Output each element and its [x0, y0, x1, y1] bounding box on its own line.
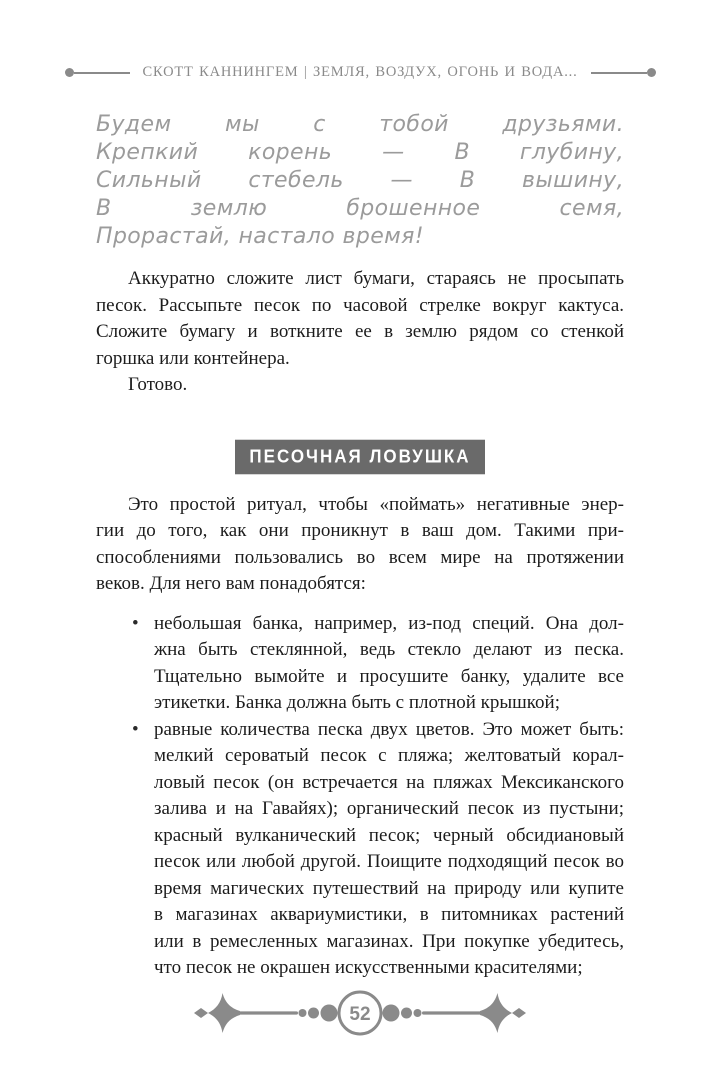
supplies-list — [96, 611, 624, 982]
text-line: в магазинах аквариумистики, в питомниках растений — [154, 904, 624, 925]
text-line: гии до того, как они проникнут в ваш дом. Такими при- — [96, 520, 624, 541]
running-header — [76, 0, 644, 81]
text-line: красный вулканический песок; черный обсидиановый — [154, 824, 624, 846]
text-line: мелкий сероватый песок с пляжа; желтоватый корал- — [154, 745, 624, 766]
text-line: Аккуратно сложите лист бумаги, стараясь не просыпать — [128, 268, 624, 289]
text-line: залива и на Гавайях); органический песок из пустыни; — [154, 798, 624, 819]
list-item-text — [154, 717, 624, 982]
text-line: небольшая банка, например, из-под специй. Она дол- — [154, 612, 624, 634]
text-line: веков. Для него вам понадобятся: — [96, 573, 366, 594]
paragraph-instructions — [96, 266, 624, 372]
text-line: Тщательно вымойте и просушите банку, удалите все — [154, 665, 624, 687]
text-line: Будем мы с тобой друзьями. — [96, 112, 624, 137]
text-line: равные количества песка двух цветов. Это может быть: — [154, 718, 624, 740]
footer-ornament — [110, 987, 610, 1039]
paragraph-ritual-intro — [96, 492, 624, 598]
section-heading-label: ПЕСОЧНАЯ ЛОВУШКА — [249, 445, 471, 467]
body-text — [96, 266, 624, 982]
text-line: что песок не окрашен искусственными красителями; — [154, 957, 583, 978]
text-line: способлениями пользовались во всем мире на протяжении — [96, 546, 624, 568]
text-line: ловый песок (он встречается на пляжах Мексиканского — [154, 771, 624, 793]
text-line: Это простой ритуал, чтобы «поймать» негативные энер- — [128, 493, 624, 515]
ritual-verse — [96, 111, 624, 251]
footer-right-flourish — [383, 993, 527, 1033]
text-line: или в ремесленных магазинах. При покупке убедитесь, — [154, 930, 624, 952]
text-line: Сложите бумагу и воткните ее в землю рядом со стенкой — [96, 321, 624, 342]
bullet-icon: • — [132, 718, 139, 740]
text-line: Прорастай, настало время! — [96, 224, 424, 249]
footer-left-flourish — [194, 993, 338, 1033]
text-line: В землю брошенное семя, — [96, 196, 624, 221]
text-line: Сильный стебель — В вышину, — [96, 168, 624, 193]
text-line: горшка или контейнера. — [96, 347, 290, 369]
header-rule-right — [591, 72, 647, 74]
section-heading-banner — [235, 439, 484, 474]
text-line: время магических путешествий на природу или купите — [154, 877, 624, 899]
header-dot-left-icon — [65, 68, 74, 77]
section-heading-wrap — [96, 441, 624, 473]
list-item — [96, 717, 624, 982]
bullet-icon: • — [132, 612, 139, 634]
list-item-text — [154, 611, 624, 717]
paragraph-done: Готово. — [128, 374, 188, 395]
header-rule-left — [74, 72, 130, 74]
text-line: этикетки. Банка должна быть с плотной крышкой; — [154, 692, 560, 713]
text-line: жна быть стеклянной, ведь стекло делают из песка. — [154, 639, 624, 660]
text-line: Крепкий корень — В глубину, — [96, 140, 624, 165]
header-dot-right-icon — [647, 68, 656, 77]
text-line: песок. Рассыпьте песок по часовой стрелке вокруг кактуса. — [96, 294, 624, 316]
page-number: 52 — [349, 1003, 371, 1025]
page-footer — [96, 987, 624, 1044]
text-line: песок или любой другой. Поищите подходящий песок во — [154, 851, 624, 872]
header-title: СКОТТ КАННИНГЕМ | ЗЕМЛЯ, ВОЗДУХ, ОГОНЬ И ВОДА... — [142, 64, 578, 80]
list-item — [96, 611, 624, 717]
